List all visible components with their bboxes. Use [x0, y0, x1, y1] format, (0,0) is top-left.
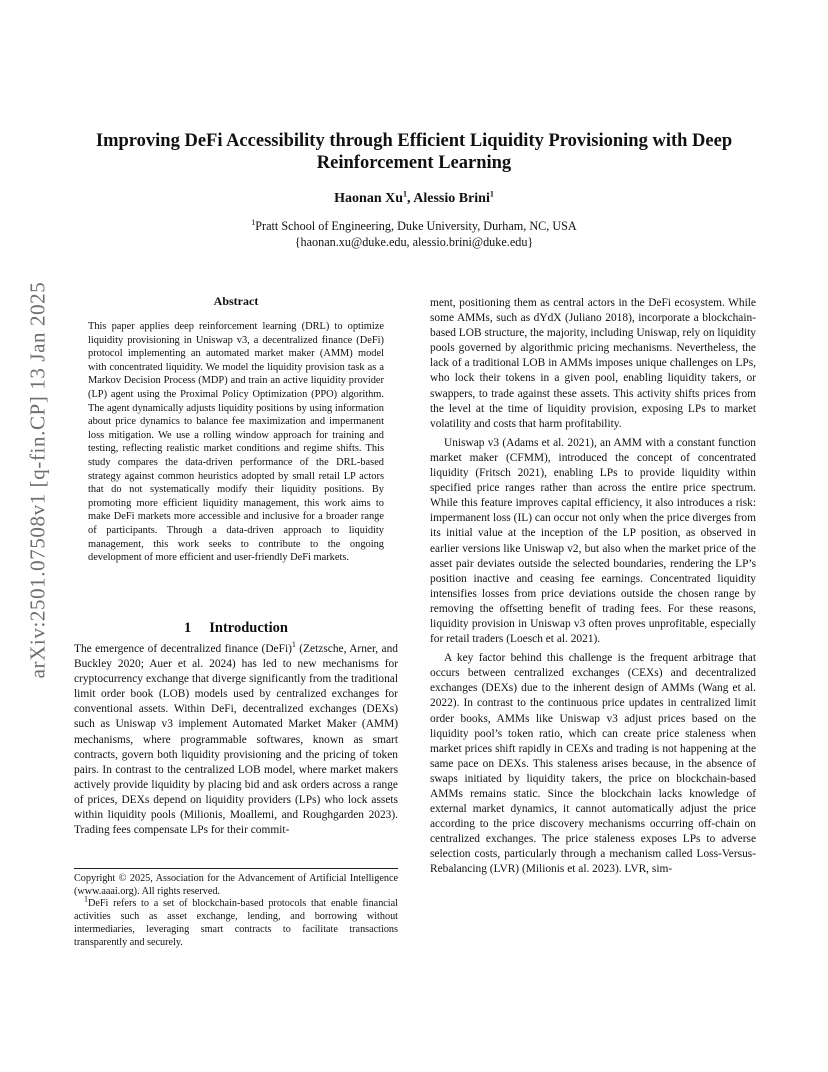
affiliation-marker: 1 [403, 189, 407, 199]
footnote-marker: 1 [84, 894, 88, 904]
right-column [430, 296, 756, 878]
body-paragraph: A key factor behind this challenge is the frequent arbitrage that occurs between centralized exchanges (CEXs) and decentralized exchanges (DEXs) due to the inherent design of AMMs (Wang et al. 2022). In contrast to the continuous price updates in centralized limit order books, AMMs like Uniswap v3 adjust prices based on the liquidity pool’s token ratio, which can create price staleness when market prices shift rapidly in CEXs and trading is not happening at the same pace on DEXs. This staleness arises because, in the absence of swaps initiated by liquidity takers, the price on blockchain-based AMMs remains static. Since the blockchain lacks knowledge of external market dynamics, it cannot automatically adjust the price according to the price discovery mechanisms occurring off-chain on centralized exchanges. The price staleness exposes LPs to adverse selection costs, particularly through a mechanism called Loss-Versus-Rebalancing (LVR) (Milionis et al. 2023). LVR, sim- [430, 652, 756, 876]
section-title: Introduction [209, 620, 288, 636]
paragraph-text: The emergence of decentralized finance (DeFi) [74, 643, 292, 655]
abstract-heading: Abstract [213, 294, 259, 308]
footnote-text: DeFi refers to a set of blockchain-based protocols that enable financial activities such as asset exchange, lending, and borrowing without intermediaries, leveraging smart contracts to facilitate transactions transparently and securely. [74, 898, 398, 948]
author-separator: , [407, 191, 414, 206]
affiliation-marker: 1 [489, 189, 494, 199]
author-emails: {haonan.xu@duke.edu, alessio.brini@duke.edu} [294, 235, 534, 249]
section-heading [74, 620, 398, 637]
affiliation-marker: 1 [251, 217, 256, 227]
copyright-notice: Copyright © 2025, Association for the Advancement of Artificial Intelligence (www.aaai.org). All rights reserved. [74, 873, 398, 897]
author-list [60, 191, 768, 207]
footnote-marker: 1 [291, 640, 296, 650]
introduction-paragraph [74, 642, 398, 838]
paragraph-text: (Zetzsche, Arner, and Buckley 2020; Auer et al. 2024) has led to new mechanisms for cryptocurrency exchange that diverge significantly from the traditional limit order book (LOB) models used by centralized exchanges for conventional assets. Within DeFi, decentralized exchanges (DEXs) such as Uniswap v3 implement Automated Market Maker (AMM) mechanisms, where programmable softwares, known as smart contracts, govern both liquidity provisioning and the pricing of token pairs. In contrast to the centralized LOB model, where market makers actively provide liquidity by placing bid and ask orders across a range of prices, DEXs depend on liquidity providers (LPs) who lock assets within liquidity pools (Milionis, Moallemi, and Roughgarden 2023). Trading fees compensate LPs for their commit- [74, 643, 398, 837]
author-name: Haonan Xu [334, 191, 403, 206]
author-name: Alessio Brini [413, 191, 490, 206]
affiliation [60, 218, 768, 250]
footnote-divider [74, 868, 398, 869]
arxiv-identifier: arXiv:2501.07508v1 [q-fin.CP] 13 Jan 2025 [25, 281, 50, 679]
abstract-body: This paper applies deep reinforcement learning (DRL) to optimize liquidity provisioning in Uniswap v3, a decentralized finance (DeFi) protocol implementing an automated market maker (AMM) model with concentrated liquidity. We model the liquidity provision task as a Markov Decision Process (MDP) and train an active liquidity provider (LP) agent using the Proximal Policy Optimization (PPO) algorithm. The agent dynamically adjusts liquidity positions by using information about price dynamics to balance fee maximization and impermanent loss mitigation. We use a rolling window approach for training and testing, reflecting realistic market conditions and regime shifts. This study compares the data-driven performance of the DRL-based strategy against common heuristics adopted by small retail LP actors that do not systematically modify their liquidity positions. By promoting more efficient liquidity management, this work aims to make DeFi markets more accessible and inclusive for a broader range of participants. Through a data-driven approach to liquidity management, this work seeks to contribute to the ongoing development of more efficient and user-friendly DeFi markets. [88, 321, 384, 564]
affiliation-text: Pratt School of Engineering, Duke University, Durham, NC, USA [255, 219, 577, 233]
paper-title: Improving DeFi Accessibility through Efficient Liquidity Provisioning with Deep Reinforcement Learning [95, 131, 733, 173]
section-number: 1 [184, 620, 192, 636]
body-paragraph: ment, positioning them as central actors in the DeFi ecosystem. While some AMMs, such as dYdX (Juliano 2018), incorporate a blockchain-based LOB structure, the majority, including Uniswap, rely on liquidity pools governed by algorithmic pricing mechanisms. Nevertheless, the lack of a traditional LOB in AMMs imposes unique challenges on LPs, who lock their tokens in a given pool, enabling liquidity takers, or swappers, to trade against these assets. This activity shifts prices from the level at the time of liquidity provision, exposing LPs to market volatility and costs that harm profitability. [430, 297, 756, 430]
body-paragraph: Uniswap v3 (Adams et al. 2021), an AMM with a constant function market maker (CFMM), introduced the concept of concentrated liquidity (Fritsch 2021), enabling LPs to provide liquidity within specified price ranges rather than across the entire price spectrum. While this feature improves capital efficiency, it also introduces a risk: impermanent loss (IL) can occur not only when the price diverges from its initial value at the inception of the LP position, as observed in earlier versions like Uniswap v2, but also when the market price of the asset pair deviates outside the selected boundaries, rendering the LP’s position inactive and ceasing fee earnings. Concentrated liquidity intensifies losses from price deviations outside the chosen range by removing the offsetting benefit of trading fees. For these reasons, liquidity provision in Uniswap v3 often proves unprofitable, especially for retail traders (Loesch et al. 2021). [430, 436, 756, 646]
footnote [74, 894, 398, 949]
affiliation-line [60, 218, 768, 234]
